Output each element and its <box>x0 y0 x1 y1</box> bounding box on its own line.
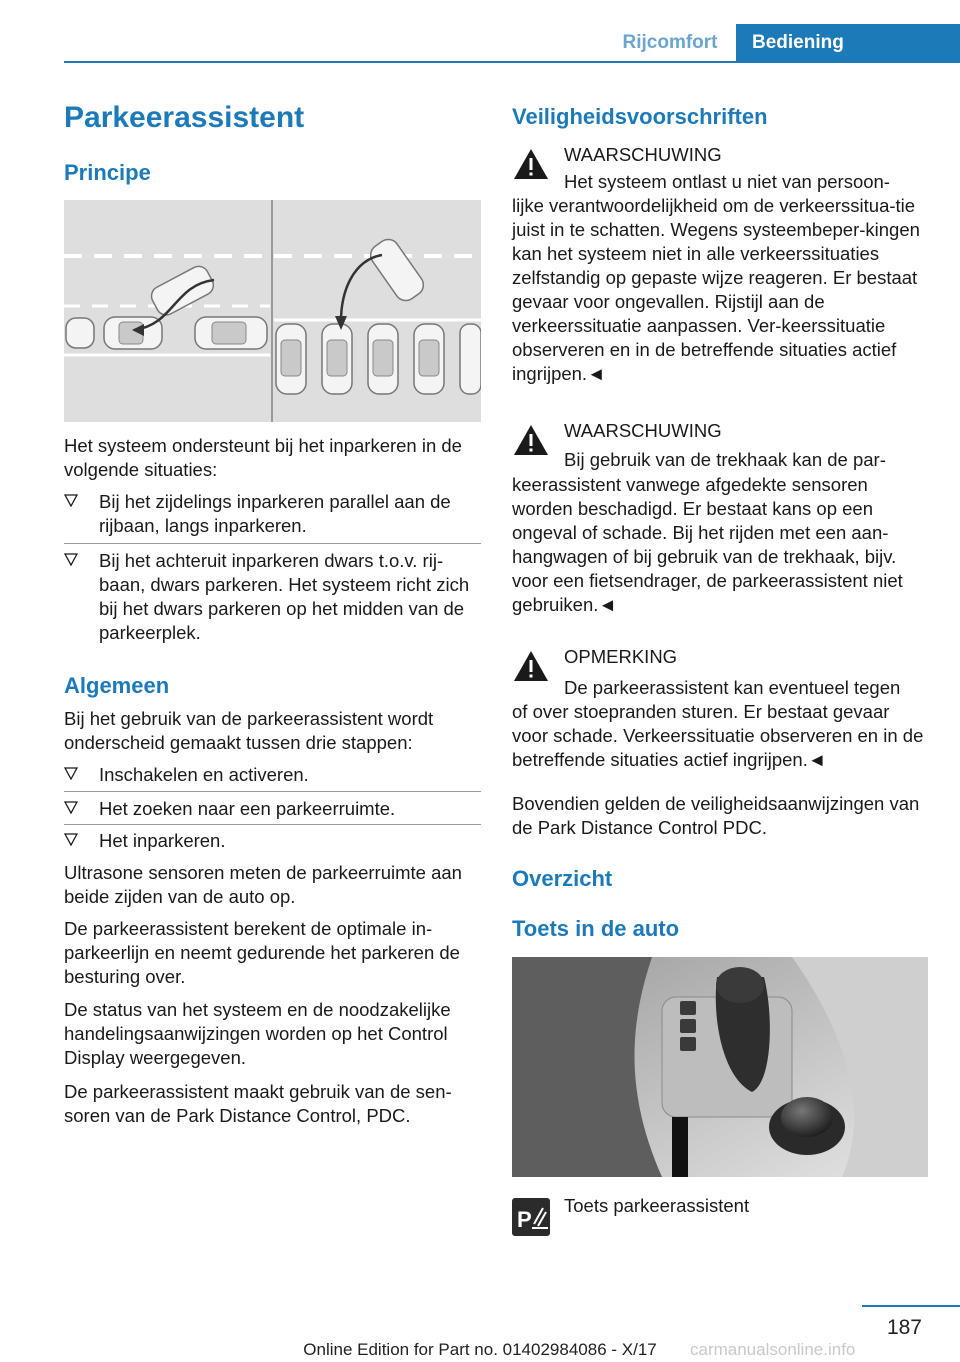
list-item <box>64 763 481 787</box>
page-title: Parkeerassistent <box>64 101 305 134</box>
footer-edition <box>0 1340 960 1360</box>
warning-icon <box>512 421 550 459</box>
intro-text: Het systeem ondersteunt bij het inparkeren in de volgende situaties: <box>64 435 462 480</box>
general-text: Bij het gebruik van de parkeerassistent wordt onderscheid gemaakt tussen drie stappen: <box>64 708 434 753</box>
warning-1-first-line: Het systeem ontlast u niet van persoon- <box>564 171 890 192</box>
list-item <box>64 490 481 538</box>
para-sensors: Ultrasone sensoren meten de parkeerruimte aan beide zijden van de auto op. <box>64 862 462 907</box>
bullet-triangle-icon <box>64 493 78 507</box>
button-label: Toets parkeerassistent <box>564 1195 750 1216</box>
note-icon <box>512 647 550 685</box>
header-tab-bediening[interactable]: Bediening <box>736 24 960 61</box>
section-heading-algemeen: Algemeen <box>64 673 170 698</box>
pdc-safety-text: Bovendien gelden de veiligheidsaanwijzingen van de Park Distance Control PDC. <box>512 793 920 838</box>
warning-icon <box>512 145 550 183</box>
parking-illustration <box>64 200 481 422</box>
header-tab-rijcomfort[interactable]: Rijcomfort <box>622 32 718 53</box>
edition-text: Online Edition for Part no. 01402984086 - X/17 <box>303 1340 657 1359</box>
bullet-triangle-icon <box>64 800 78 814</box>
warning-1-label: WAARSCHUWING <box>564 144 722 165</box>
bullet-triangle-icon <box>64 766 78 780</box>
section-heading-principe: Principe <box>64 160 151 185</box>
list-item <box>64 797 481 821</box>
section-heading-safety: Veiligheidsvoorschriften <box>512 104 768 129</box>
list-item <box>64 549 481 645</box>
list-item-text: Inschakelen en activeren. <box>99 764 309 785</box>
para-calculation: De parkeerassistent berekent de optimale in-parkeerlijn en neemt gedurende het parkeren de besturing over. <box>64 918 460 987</box>
bullet-triangle-icon <box>64 552 78 566</box>
center-console-photo <box>512 957 928 1177</box>
section-heading-overzicht: Overzicht <box>512 866 613 891</box>
note-label: OPMERKING <box>564 646 678 667</box>
list-item-text: Bij het achteruit inparkeren dwars t.o.v. rij-baan, dwars parkeren. Het systeem richt zich bij het dwars parkeren op het midden van de parkeerplek. <box>99 550 470 643</box>
page-number: 187 <box>886 1316 922 1339</box>
note-first-line: De parkeerassistent kan eventueel tegen <box>564 677 901 698</box>
watermark: carmanualsonline.info <box>690 1340 856 1359</box>
section-heading-toets: Toets in de auto <box>512 916 680 941</box>
svg-text:P: P <box>517 1207 532 1232</box>
list-item <box>64 829 481 853</box>
divider <box>64 543 481 544</box>
para-display: De status van het systeem en de noodzakelijke handelingsaanwijzingen worden op het Control Display weergegeven. <box>64 999 451 1068</box>
para-pdc: De parkeerassistent maakt gebruik van de sen-soren van de Park Distance Control, PDC. <box>64 1081 452 1126</box>
divider <box>64 824 481 825</box>
divider <box>64 791 481 792</box>
list-item-text: Bij het zijdelings inparkeren parallel aan de rijbaan, langs inparkeren. <box>99 491 451 536</box>
warning-1-text: lijke verantwoordelijkheid om de verkeerssitua-tie juist in te schatten. Wegens systeembeper-kingen kan het systeem niet in alle verkeerssituaties zelfstandig op gepaste wijze reageren. Er bestaat gevaar voor ongevallen. Rijstijl aan de verkeerssituatie aanpassen. Ver-keerssituatie observeren en in de betreffende situaties actief ingrijpen.◄ <box>512 195 920 384</box>
bullet-triangle-icon <box>64 832 78 846</box>
list-item-text: Het zoeken naar een parkeerruimte. <box>99 798 396 819</box>
note-text: of over stoepranden sturen. Er bestaat gevaar voor schade. Verkeerssituatie observeren en in de betreffende situaties actief ingrijpen.◄ <box>512 701 924 770</box>
list-item-text: Het inparkeren. <box>99 830 226 851</box>
warning-2-text: keerassistent vanwege afgedekte sensoren worden beschadigd. Er bestaat kans op een ongeval of schade. Bij het rijden met een aan-hangwagen of bij gebruik van de trekhaak, bijv. voor een fietsendrager, de parkeerassistent niet gebruiken.◄ <box>512 474 903 615</box>
warning-2-label: WAARSCHUWING <box>564 420 722 441</box>
footer-rule <box>862 1305 960 1307</box>
warning-2-first-line: Bij gebruik van de trekhaak kan de par- <box>564 449 886 470</box>
park-assist-button-icon <box>512 1198 550 1236</box>
header-rule <box>64 61 960 63</box>
